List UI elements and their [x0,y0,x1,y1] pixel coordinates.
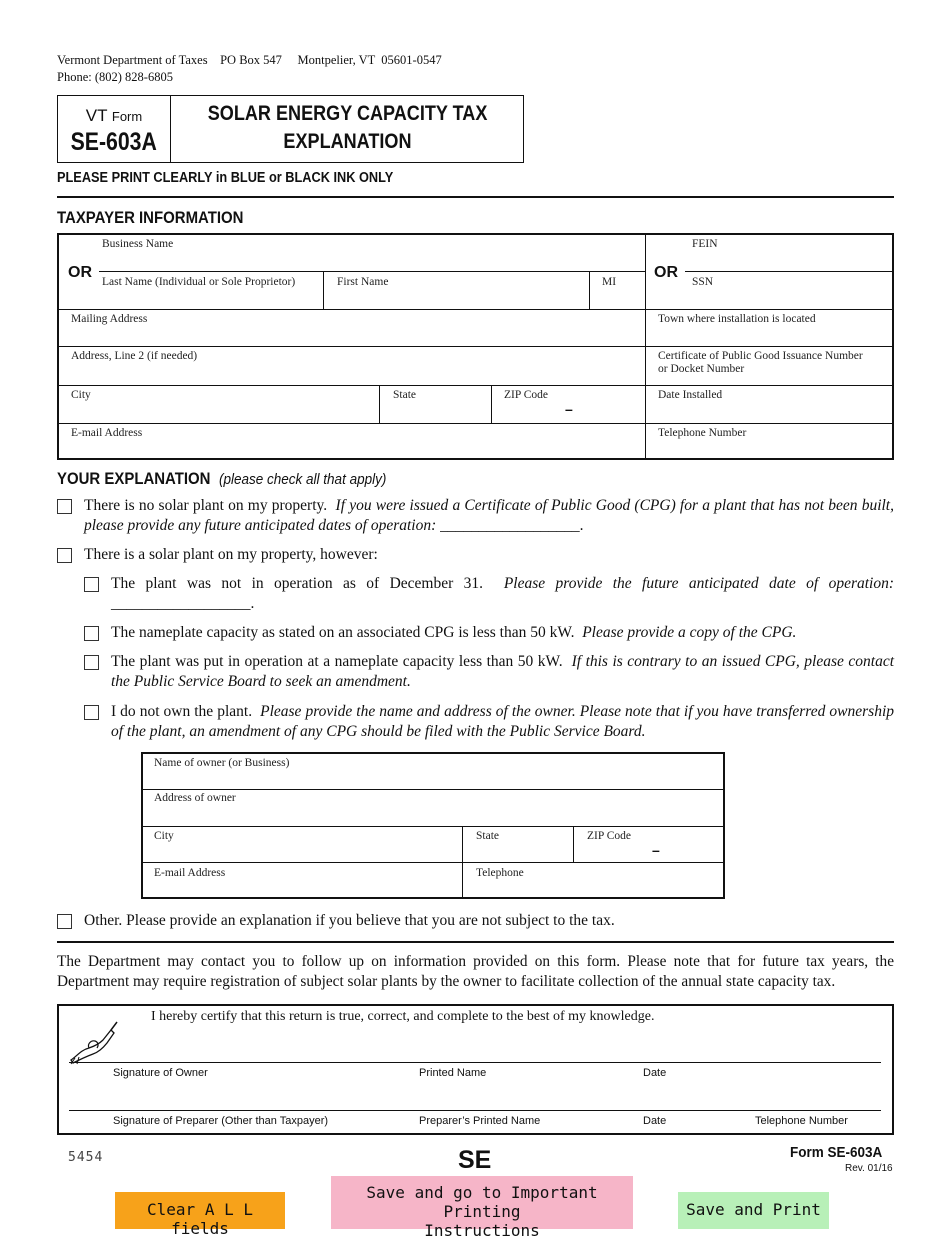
city-input[interactable] [71,403,375,423]
first-name-label: First Name [337,276,389,288]
option-capacity-operation: The plant was put in operation at a nameplate capacity less than 50 kW. If this is contrary to an issued CPG, please contact the Public Service Board to seek an amendment. [111,653,895,690]
taxpayer-col-divider [323,271,324,309]
address2-label: Address, Line 2 (if needed) [71,350,198,362]
taxpayer-col-divider [645,235,646,458]
owner-zip-label: ZIP Code [587,830,631,842]
cpg-number-label-2: or Docket Number [658,363,745,375]
business-name-input[interactable] [102,252,641,272]
certify-statement: I hereby certify that this return is true, correct, and complete to the best of my knowledge. [151,1009,655,1024]
or-label-left: OR [68,264,92,281]
owner-line [143,826,723,827]
business-name-label: Business Name [102,238,174,250]
printed-name-input[interactable] [419,1042,633,1062]
date-installed-input[interactable] [658,403,890,423]
ssn-label: SSN [692,276,714,288]
zip-dash: – [565,401,573,417]
email-input[interactable] [71,440,641,458]
printed-name-label: Printed Name [419,1067,487,1079]
owner-info-box [141,752,725,899]
owner-email-label: E-mail Address [154,867,226,879]
cpg-number-label: Certificate of Public Good Issuance Number [658,350,863,362]
save-and-go-line1: Save and go to Important Printing [366,1183,598,1221]
or-label-right: OR [654,264,678,281]
agency-address: Vermont Department of Taxes PO Box 547 Montpelier, VT 05601-0547 [57,53,442,67]
taxpayer-col-divider [491,385,492,423]
signature-preparer-label: Signature of Preparer (Other than Taxpayer) [113,1115,329,1127]
preparer-telephone-input[interactable] [755,1090,884,1110]
signature-line-preparer [69,1110,881,1111]
last-name-label: Last Name (Individual or Sole Proprietor) [102,276,296,288]
owner-col-divider [462,826,463,897]
header-rule [57,196,894,198]
taxpayer-info-box [57,233,894,460]
option-solar-plant-however: There is a solar plant on my property, however: [84,546,378,563]
owner-address-input[interactable] [154,806,718,826]
mailing-address-label: Mailing Address [71,313,148,325]
first-name-input[interactable] [337,289,586,309]
department-notice: The Department may contact you to follow up on information provided on this form. Please note that for future tax years, the Department may require registration of subject solar plants by the owner to facilitate collection of the annual state capacity tax. [57,953,894,990]
form-number: SE-603A [70,128,158,156]
owner-zip-ext-input[interactable] [663,843,722,862]
owner-line [143,862,723,863]
owner-telephone-label: Telephone [476,867,524,879]
owner-line [143,789,723,790]
taxpayer-line [59,309,892,310]
owner-signature-input[interactable] [113,1042,407,1062]
option-not-in-operation: The plant was not in operation as of December 31. Please provide the future anticipated date of operation: __________________. [111,575,895,612]
option-no-solar-plant: There is no solar plant on my property. If you were issued a Certificate of Public Good (CPG) for a plant that has not been built, please provide any future anticipated dates of operation: __________________. [84,497,894,534]
preparer-printed-name-label: Preparer’s Printed Name [419,1115,541,1127]
owner-email-input[interactable] [154,879,458,897]
mailing-address-input[interactable] [71,326,641,346]
zip-label: ZIP Code [504,389,548,401]
preparer-telephone-label: Telephone Number [755,1115,848,1127]
preparer-name-input[interactable] [419,1090,633,1110]
mi-input[interactable] [602,289,644,309]
signature-line-owner [69,1062,881,1063]
owner-name-label: Name of owner (or Business) [154,757,290,769]
date-label-owner: Date [643,1067,667,1079]
form-title-line1: SOLAR ENERGY CAPACITY TAX [207,102,488,125]
checkbox-not-owner[interactable] [84,705,99,720]
owner-telephone-input[interactable] [476,879,720,897]
form-title-box [57,95,524,163]
zip-input[interactable] [504,403,564,423]
form-code: 5454 [68,1150,104,1165]
taxpayer-col-divider [589,271,590,309]
save-and-go-button[interactable] [331,1176,633,1240]
telephone-label: Telephone Number [658,427,747,439]
preparer-date-input[interactable] [643,1090,747,1110]
form-word: Form [111,109,143,124]
owner-date-input[interactable] [643,1042,877,1062]
owner-name-input[interactable] [154,770,718,789]
footer-revision: Rev. 01/16 [845,1163,893,1174]
date-installed-label: Date Installed [658,389,723,401]
clear-all-fields-button[interactable]: Clear A L L fields [115,1192,285,1229]
signing-hand-icon [67,1020,119,1066]
form-label [58,106,170,126]
state-input[interactable] [393,403,489,423]
email-label: E-mail Address [71,427,143,439]
checkbox-other[interactable] [57,914,72,929]
explanation-note: (please check all that apply) [219,471,387,488]
taxpayer-line [59,346,892,347]
town-input[interactable] [658,326,890,346]
form-title-line2: EXPLANATION [283,130,412,153]
checkbox-not-in-operation[interactable] [84,577,99,592]
owner-city-label: City [154,830,174,842]
explanation-rule [57,941,894,943]
telephone-input[interactable] [658,440,890,458]
owner-state-input[interactable] [476,843,570,862]
owner-city-input[interactable] [154,843,458,862]
date-label-preparer: Date [643,1115,667,1127]
owner-address-label: Address of owner [154,792,236,804]
city-label: City [71,389,91,401]
taxpayer-col-divider [379,385,380,423]
fein-input[interactable] [692,252,891,272]
zip-ext-input[interactable] [579,403,643,423]
signature-box [57,1004,894,1135]
taxpayer-line [59,385,892,386]
preparer-signature-input[interactable] [113,1090,407,1110]
option-capacity-cpg: The nameplate capacity as stated on an associated CPG is less than 50 kW. Please provide a copy of the CPG. [111,624,797,641]
state-label: State [393,389,416,401]
save-and-print-button[interactable]: Save and Print [678,1192,829,1229]
save-and-go-line2: Instructions [424,1221,540,1240]
taxpayer-section-title: TAXPAYER INFORMATION [57,208,244,227]
owner-zip-input[interactable] [587,843,651,862]
checkbox-capacity-operation[interactable] [84,655,99,670]
signature-owner-label: Signature of Owner [113,1067,208,1079]
footer-se: SE [458,1146,492,1174]
explanation-heading [57,469,405,489]
ssn-input[interactable] [692,289,891,309]
checkbox-no-solar-plant[interactable] [57,499,72,514]
option-not-owner: I do not own the plant. Please provide the name and address of the owner. Please note that if you have transferred ownership of the plant, an amendment of any CPG should be filed with the Public Service Board. [111,703,894,740]
address2-input[interactable] [71,363,641,383]
print-notice: PLEASE PRINT CLEARLY in BLUE or BLACK INK ONLY [57,170,394,186]
owner-col-divider [573,826,574,862]
checkbox-capacity-cpg[interactable] [84,626,99,641]
option-other: Other. Please provide an explanation if you believe that you are not subject to the tax. [84,912,615,929]
taxpayer-line [59,423,892,424]
owner-zip-dash: – [652,842,660,858]
town-label: Town where installation is located [658,313,816,325]
last-name-input[interactable] [102,289,321,309]
owner-state-label: State [476,830,499,842]
mi-label: MI [602,276,617,288]
agency-phone: Phone: (802) 828-6805 [57,70,173,84]
footer-form-number: Form SE-603A [790,1144,883,1161]
form-vt: VT [85,106,112,125]
fein-label: FEIN [692,238,718,250]
checkbox-solar-plant-however[interactable] [57,548,72,563]
explanation-section-title: YOUR EXPLANATION [57,469,211,488]
